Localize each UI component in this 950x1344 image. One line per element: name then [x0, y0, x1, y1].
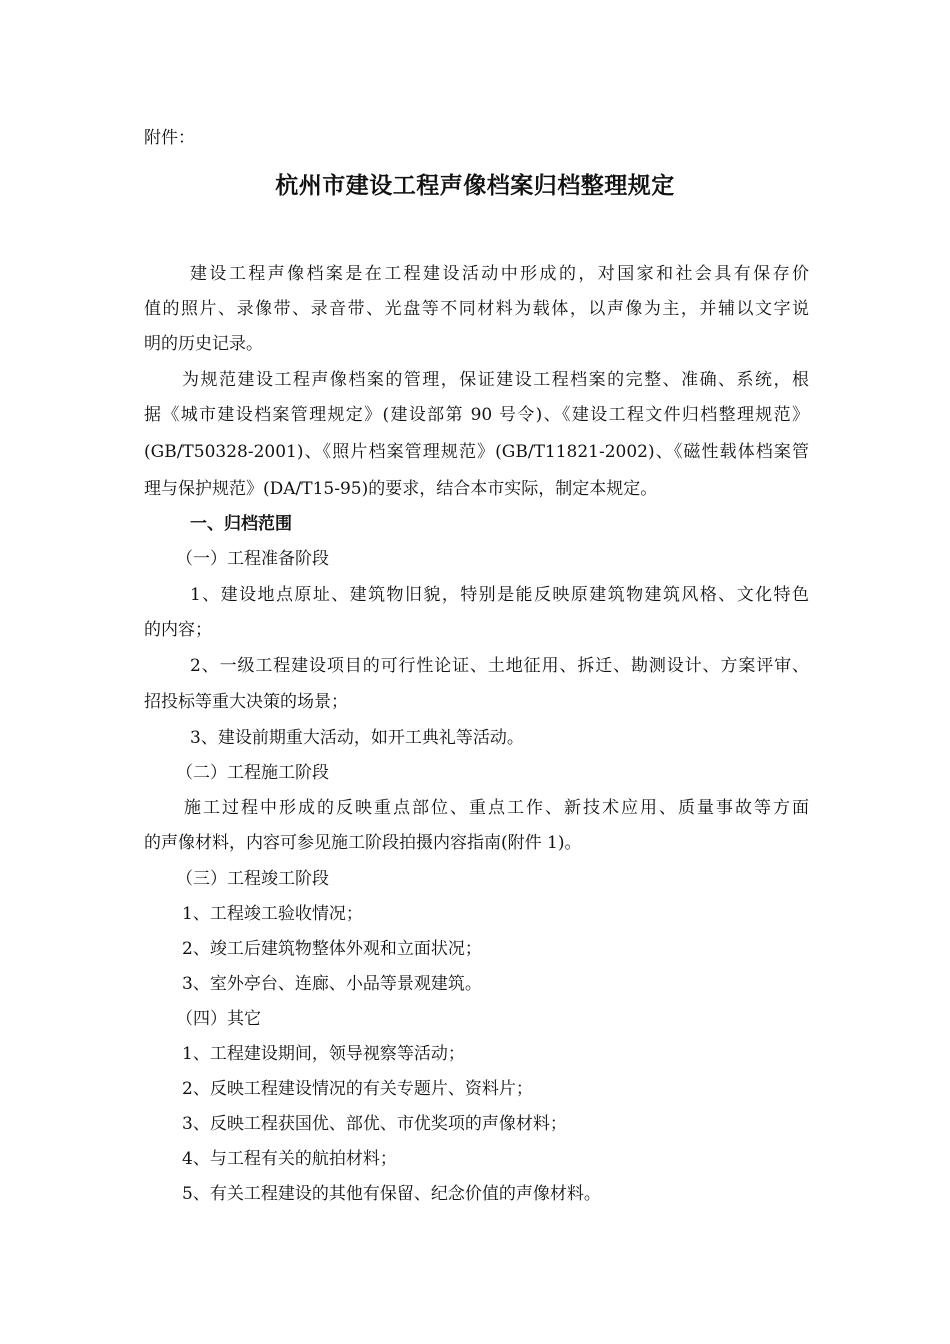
attachment-label: 附件：	[144, 128, 195, 148]
intro-p1-line-2: 值的照片、录像带、录音带、光盘等不同材料为载体，以声像为主，并辅以文字说	[144, 299, 809, 319]
construction-text-line-1: 施工过程中形成的反映重点部位、重点工作、新技术应用、质量事故等方面	[184, 798, 809, 818]
intro-p1-line-3: 明的历史记录。	[144, 334, 263, 354]
other-item-5: 5、有关工程建设的其他有保留、纪念价值的声像材料。	[182, 1184, 601, 1204]
subsection-heading-other: （四）其它	[176, 1009, 261, 1029]
intro-p2-line-1: 为规范建设工程声像档案的管理，保证建设工程档案的完整、准确、系统，根	[182, 370, 809, 390]
prep-item-1-line-2: 的内容；	[144, 620, 212, 640]
other-item-1: 1、工程建设期间，领导视察等活动；	[182, 1044, 465, 1064]
intro-p2-line-3: (GB/T50328-2001)、《照片档案管理规范》(GB/T11821-2002)、《磁性载体档案管	[144, 442, 809, 462]
subsection-heading-completion: （三）工程竣工阶段	[176, 869, 329, 889]
prep-item-2-line-2: 招投标等重大决策的场景；	[144, 692, 348, 712]
completion-item-3: 3、室外亭台、连廊、小品等景观建筑。	[182, 974, 482, 994]
subsection-heading-construction: （二）工程施工阶段	[176, 763, 329, 783]
prep-item-2-line-1: 2、一级工程建设项目的可行性论证、土地征用、拆迁、勘测设计、方案评审、	[190, 656, 809, 676]
completion-item-2: 2、竣工后建筑物整体外观和立面状况；	[182, 939, 482, 959]
intro-p1-line-1: 建设工程声像档案是在工程建设活动中形成的，对国家和社会具有保存价	[190, 264, 809, 284]
document-title: 杭州市建设工程声像档案归档整理规定	[275, 173, 675, 199]
intro-p2-line-2: 据《城市建设档案管理规定》(建设部第 90 号令)、《建设工程文件归档整理规范》	[144, 405, 809, 425]
other-item-3: 3、反映工程获国优、部优、市优奖项的声像材料；	[182, 1114, 567, 1134]
other-item-4: 4、与工程有关的航拍材料；	[182, 1149, 397, 1169]
intro-p2-line-4: 理与保护规范》(DA/T15-95)的要求，结合本市实际，制定本规定。	[144, 479, 658, 499]
subsection-heading-preparation: （一）工程准备阶段	[176, 549, 329, 569]
completion-item-1: 1、工程竣工验收情况；	[182, 904, 363, 924]
section-heading-scope: 一、归档范围	[190, 514, 292, 534]
other-item-2: 2、反映工程建设情况的有关专题片、资料片；	[182, 1079, 533, 1099]
construction-text-line-2: 的声像材料，内容可参见施工阶段拍摄内容指南(附件 1)。	[144, 833, 582, 853]
prep-item-1-line-1: 1、建设地点原址、建筑物旧貌，特别是能反映原建筑物建筑风格、文化特色	[190, 585, 809, 605]
prep-item-3: 3、建设前期重大活动，如开工典礼等活动。	[190, 728, 524, 748]
